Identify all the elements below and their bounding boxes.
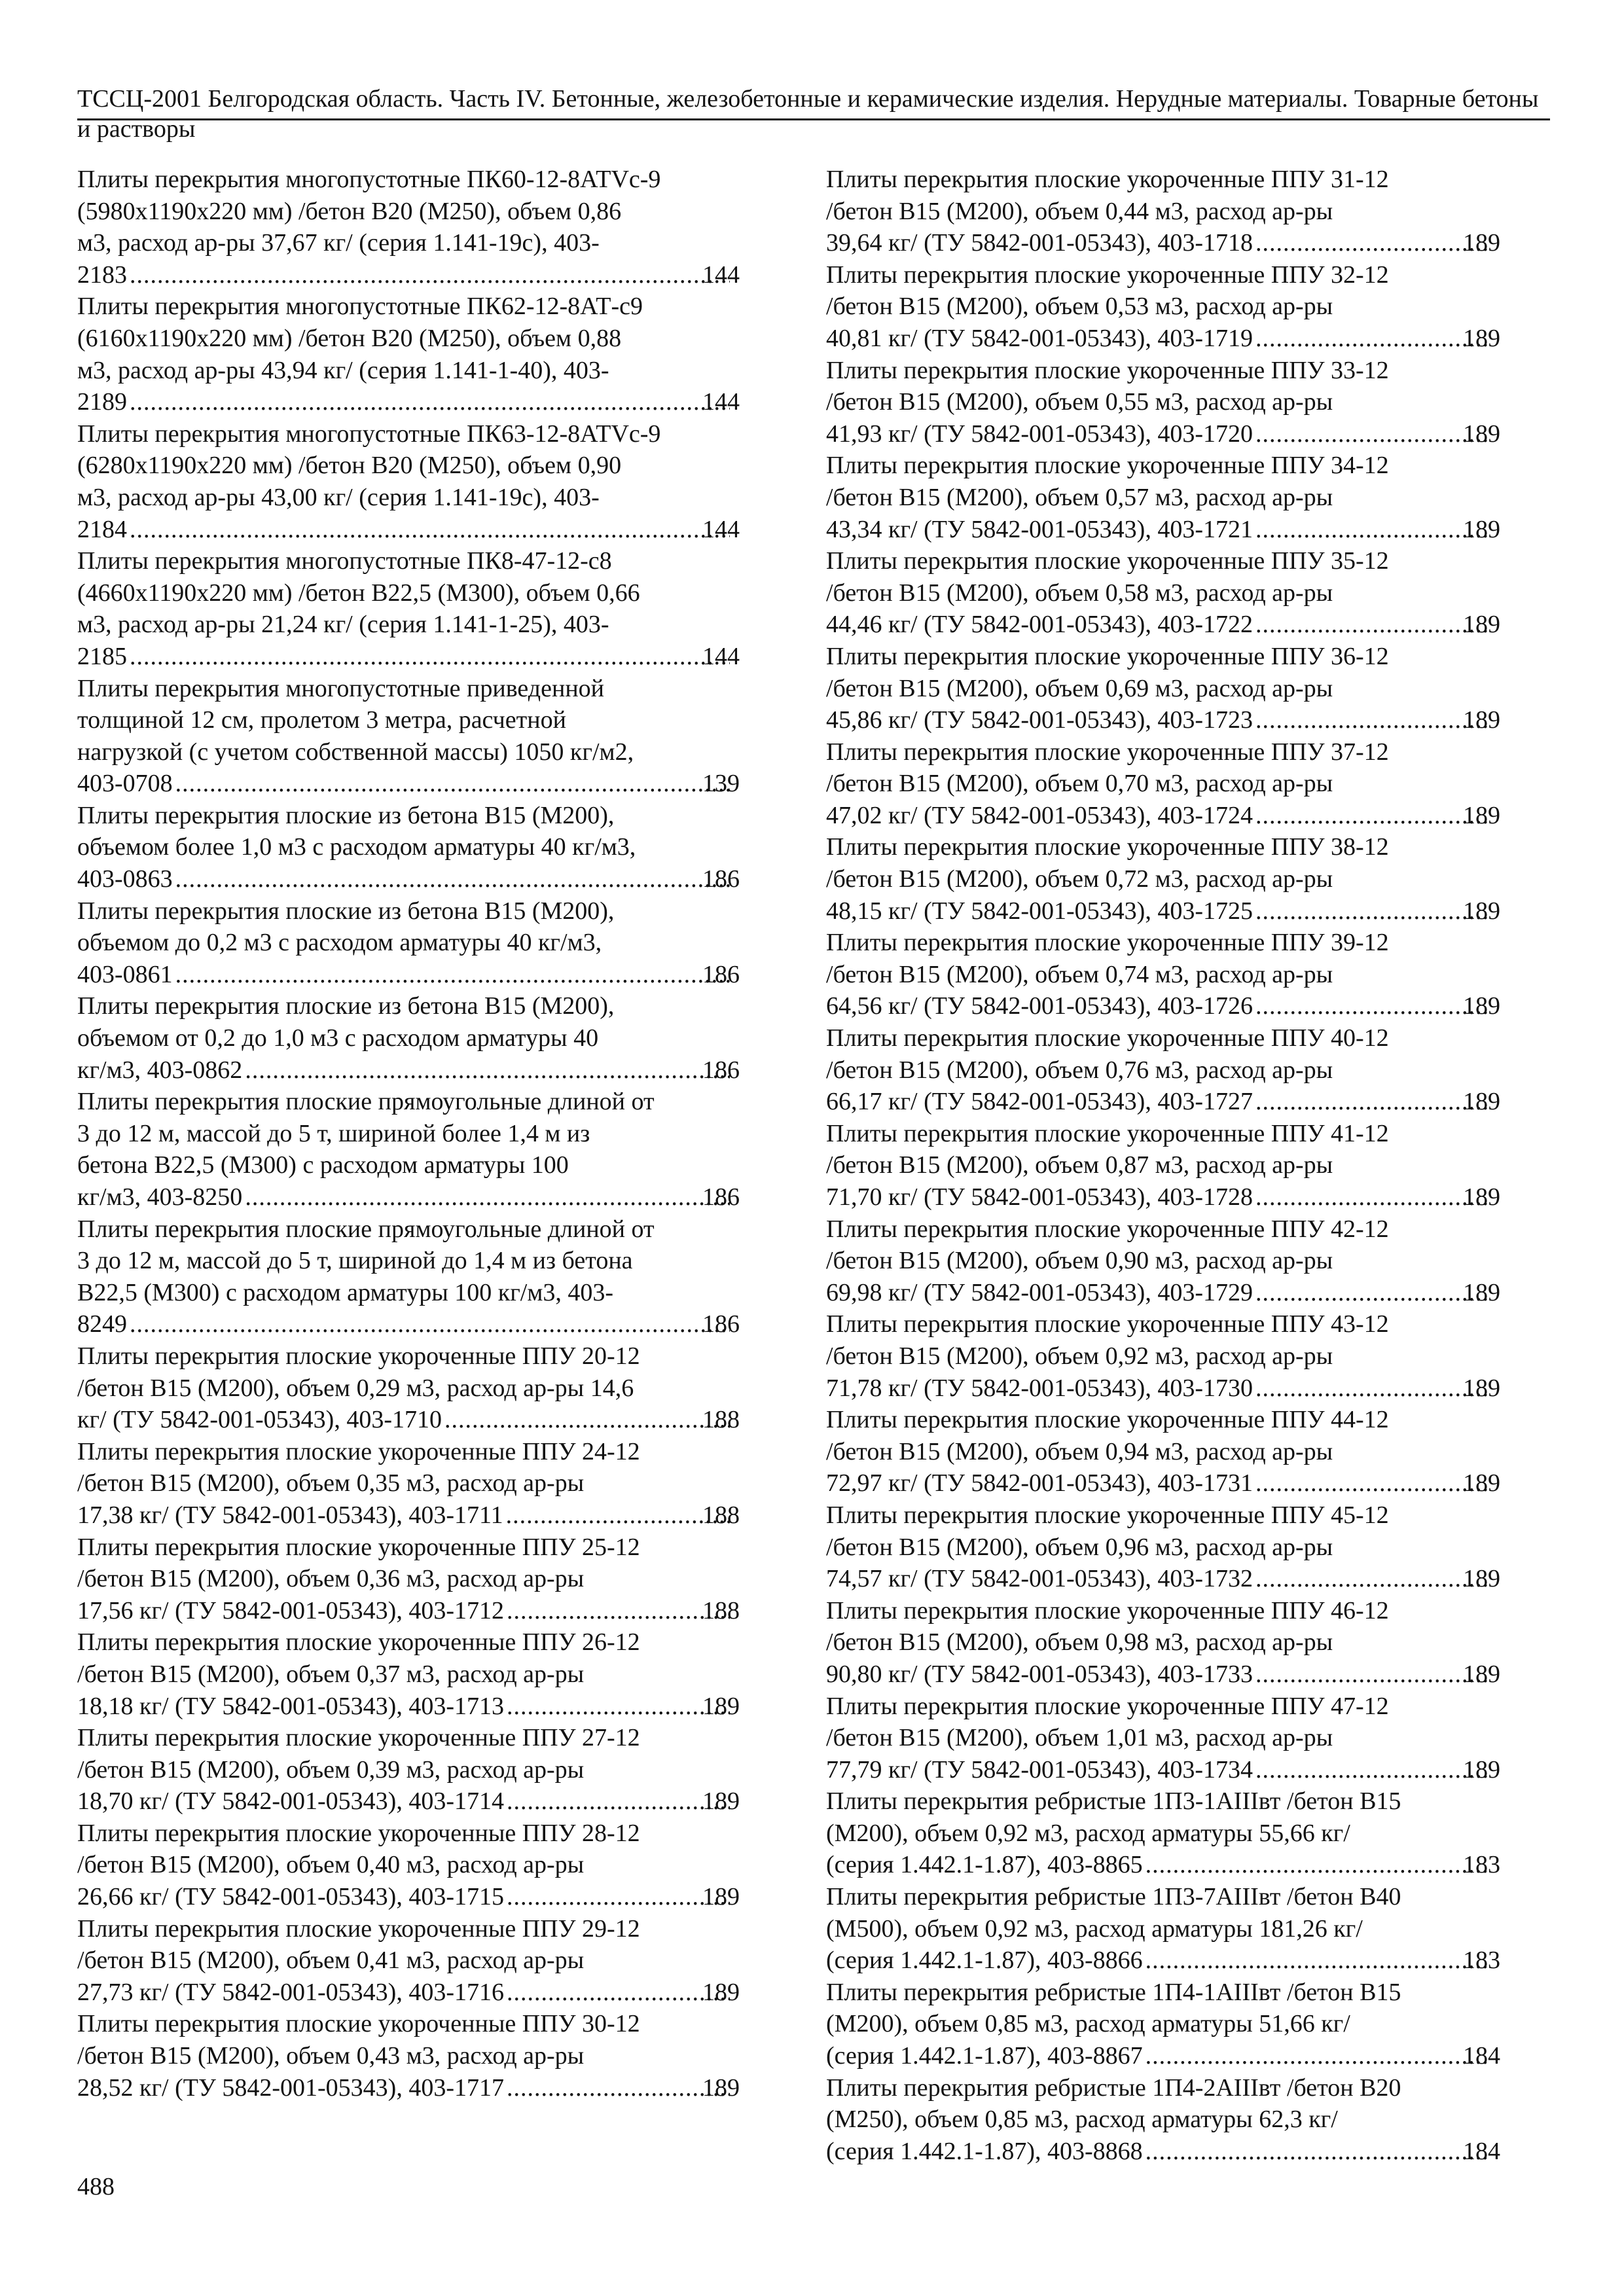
entry-text-line: Плиты перекрытия многопустотные ПК8-47-12-с8	[77, 547, 612, 575]
entry-text-line: Плиты перекрытия плоские укороченные ППУ 36-12	[826, 642, 1389, 670]
entry-page-ref: 189	[1463, 420, 1500, 448]
index-entry	[826, 1785, 1500, 1881]
entry-page-ref: 183	[1463, 1851, 1500, 1879]
entry-page-ref: 189	[1463, 992, 1500, 1020]
entry-last-line	[826, 1563, 1500, 1595]
entry-text-line: /бетон В15 (М200), объем 0,87 м3, расход ар-ры	[826, 1151, 1333, 1179]
index-entry	[826, 1499, 1500, 1595]
entry-code: 403-0861	[77, 960, 173, 988]
entry-code: 17,56 кг/ (ТУ 5842-001-05343), 403-1712	[77, 1596, 504, 1624]
index-entry	[77, 1532, 740, 1627]
entry-text-line: (6280х1190х220 мм) /бетон В20 (М250), объем 0,90	[77, 452, 622, 480]
entry-last-line	[77, 1054, 740, 1086]
entry-text-line: /бетон В15 (М200), объем 1,01 м3, расход ар-ры	[826, 1724, 1333, 1752]
entry-page-ref: 144	[702, 388, 740, 416]
index-entry	[826, 259, 1500, 355]
entry-last-line	[826, 1277, 1500, 1309]
entry-text-line: бетона В22,5 (М300) с расходом арматуры 100	[77, 1151, 569, 1179]
entry-page-ref: 189	[702, 1978, 740, 2006]
entry-last-line	[77, 386, 740, 418]
entry-text-line: /бетон В15 (М200), объем 0,92 м3, расход ар-ры	[826, 1342, 1333, 1370]
entry-code: 2189	[77, 388, 127, 416]
entry-text-line: /бетон В15 (М200), объем 0,94 м3, расход ар-ры	[826, 1437, 1333, 1465]
entry-text-line: Плиты перекрытия плоские укороченные ППУ 34-12	[826, 452, 1389, 480]
entry-page-ref: 186	[702, 1310, 740, 1338]
entry-code: 64,56 кг/ (ТУ 5842-001-05343), 403-1726	[826, 992, 1253, 1020]
entry-text-line: /бетон В15 (М200), объем 0,98 м3, расход ар-ры	[826, 1628, 1333, 1657]
entry-text-line: /бетон В15 (М200), объем 0,76 м3, расход ар-ры	[826, 1056, 1333, 1084]
dot-leader	[1255, 609, 1490, 641]
entry-last-line	[77, 641, 740, 673]
entry-text-line: /бетон В15 (М200), объем 0,44 м3, расход ар-ры	[826, 197, 1333, 225]
entry-page-ref: 189	[1463, 1469, 1500, 1498]
index-entry	[826, 545, 1500, 641]
entry-page-ref: 188	[702, 1501, 740, 1529]
dot-leader	[130, 514, 730, 546]
entry-page-ref: 189	[1463, 1374, 1500, 1402]
index-entry	[77, 2008, 740, 2104]
page-number: 488	[77, 2173, 115, 2200]
entry-last-line	[77, 1404, 740, 1436]
entry-last-line	[77, 1881, 740, 1913]
index-entry	[77, 418, 740, 545]
entry-code: 8249	[77, 1310, 127, 1338]
index-entry	[826, 2072, 1500, 2168]
entry-page-ref: 189	[1463, 229, 1500, 257]
entry-text-line: /бетон В15 (М200), объем 0,74 м3, расход ар-ры	[826, 960, 1333, 988]
entry-page-ref: 189	[1463, 1565, 1500, 1593]
entry-code: 40,81 кг/ (ТУ 5842-001-05343), 403-1719	[826, 324, 1253, 352]
index-entry	[826, 450, 1500, 545]
entry-last-line	[77, 1977, 740, 2009]
index-column-right	[826, 164, 1500, 2167]
entry-last-line	[826, 1181, 1500, 1213]
entry-page-ref: 184	[1463, 2137, 1500, 2165]
dot-leader	[1255, 1467, 1490, 1499]
entry-text-line: Плиты перекрытия многопустотные ПК63-12-8АТVс-9	[77, 420, 661, 448]
entry-last-line	[826, 1659, 1500, 1691]
entry-text-line: Плиты перекрытия плоские укороченные ППУ 35-12	[826, 547, 1389, 575]
index-entry	[77, 1626, 740, 1722]
entry-text-line: Плиты перекрытия плоские укороченные ППУ 26-12	[77, 1628, 640, 1657]
dot-leader	[1146, 2040, 1490, 2072]
entry-text-line: Плиты перекрытия ребристые 1П3-7АIIIвт /бетон В40	[826, 1883, 1401, 1911]
dot-leader	[507, 1691, 730, 1723]
entry-text-line: Плиты перекрытия плоские укороченные ППУ 40-12	[826, 1024, 1389, 1052]
entry-text-line: /бетон В15 (М200), объем 0,72 м3, расход ар-ры	[826, 865, 1333, 893]
entry-text-line: Плиты перекрытия плоские укороченные ППУ 37-12	[826, 738, 1389, 766]
entry-text-line: Плиты перекрытия плоские укороченные ППУ 25-12	[77, 1533, 640, 1561]
entry-code: 72,97 кг/ (ТУ 5842-001-05343), 403-1731	[826, 1469, 1253, 1498]
entry-page-ref: 144	[702, 515, 740, 543]
entry-page-ref: 189	[1463, 1183, 1500, 1211]
entry-page-ref: 189	[1463, 1088, 1500, 1116]
index-entry	[77, 895, 740, 991]
entry-last-line	[77, 1308, 740, 1340]
dot-leader	[1255, 1754, 1490, 1786]
entry-text-line: Плиты перекрытия плоские укороченные ППУ 24-12	[77, 1437, 640, 1465]
entry-page-ref: 189	[702, 1883, 740, 1911]
dot-leader	[1255, 1277, 1490, 1309]
entry-page-ref: 189	[1463, 324, 1500, 352]
entry-page-ref: 188	[702, 1596, 740, 1624]
entry-last-line	[826, 2136, 1500, 2168]
entry-page-ref: 186	[702, 1183, 740, 1211]
index-entry	[826, 1308, 1500, 1404]
entry-text-line: Плиты перекрытия плоские укороченные ППУ 27-12	[77, 1724, 640, 1752]
dot-leader	[506, 1499, 730, 1532]
entry-code: 18,18 кг/ (ТУ 5842-001-05343), 403-1713	[77, 1692, 504, 1720]
entry-text-line: (М200), объем 0,92 м3, расход арматуры 55,66 кг/	[826, 1819, 1350, 1847]
entry-page-ref: 189	[1463, 611, 1500, 639]
dot-leader	[245, 1054, 730, 1086]
entry-text-line: /бетон В15 (М200), объем 0,29 м3, расход ар-ры 14,6	[77, 1374, 634, 1402]
entry-text-line: Плиты перекрытия плоские прямоугольные длиной от	[77, 1088, 655, 1116]
entry-code: 2185	[77, 642, 127, 670]
entry-code: 71,70 кг/ (ТУ 5842-001-05343), 403-1728	[826, 1183, 1253, 1211]
entry-page-ref: 189	[1463, 1660, 1500, 1688]
entry-last-line	[826, 2040, 1500, 2072]
entry-code: 44,46 кг/ (ТУ 5842-001-05343), 403-1722	[826, 611, 1253, 639]
dot-leader	[245, 1181, 730, 1213]
entry-code: 48,15 кг/ (ТУ 5842-001-05343), 403-1725	[826, 897, 1253, 925]
entry-code: 26,66 кг/ (ТУ 5842-001-05343), 403-1715	[77, 1883, 504, 1911]
entry-code: 47,02 кг/ (ТУ 5842-001-05343), 403-1724	[826, 801, 1253, 829]
page-header	[77, 84, 1550, 144]
entry-text-line: Плиты перекрытия плоские укороченные ППУ 42-12	[826, 1215, 1389, 1243]
entry-text-line: (М500), объем 0,92 м3, расход арматуры 181,26 кг/	[826, 1914, 1363, 1943]
dot-leader	[130, 1308, 730, 1340]
index-entry	[77, 1913, 740, 2009]
entry-text-line: /бетон В15 (М200), объем 0,69 м3, расход ар-ры	[826, 674, 1333, 702]
index-entry	[77, 673, 740, 800]
entry-text-line: м3, расход ар-ры 43,00 кг/ (серия 1.141-19с), 403-	[77, 483, 600, 511]
entry-page-ref: 144	[702, 642, 740, 670]
entry-text-line: /бетон В15 (М200), объем 0,39 м3, расход ар-ры	[77, 1755, 585, 1784]
entry-page-ref: 186	[702, 960, 740, 988]
entry-page-ref: 189	[702, 1787, 740, 1816]
entry-code: 28,52 кг/ (ТУ 5842-001-05343), 403-1717	[77, 2073, 504, 2102]
entry-last-line	[826, 609, 1500, 641]
entry-page-ref: 189	[1463, 515, 1500, 543]
index-entry	[77, 164, 740, 291]
index-column-left	[77, 164, 740, 2104]
entry-text-line: Плиты перекрытия плоские укороченные ППУ 43-12	[826, 1310, 1389, 1338]
entry-page-ref: 139	[702, 770, 740, 798]
index-entry	[77, 1213, 740, 1340]
entry-code: 90,80 кг/ (ТУ 5842-001-05343), 403-1733	[826, 1660, 1253, 1688]
dot-leader	[130, 259, 730, 291]
dot-leader	[175, 959, 730, 991]
dot-leader	[1255, 323, 1490, 355]
entry-last-line	[77, 2072, 740, 2104]
index-entry	[826, 1213, 1500, 1309]
entry-code: 27,73 кг/ (ТУ 5842-001-05343), 403-1716	[77, 1978, 504, 2006]
entry-text-line: /бетон В15 (М200), объем 0,41 м3, расход ар-ры	[77, 1946, 585, 1975]
entry-text-line: объемом до 0,2 м3 с расходом арматуры 40 кг/м3,	[77, 929, 602, 957]
entry-text-line: /бетон В15 (М200), объем 0,58 м3, расход ар-ры	[826, 579, 1333, 607]
entry-text-line: нагрузкой (с учетом собственной массы) 1050 кг/м2,	[77, 738, 634, 766]
index-entry	[826, 831, 1500, 927]
entry-text-line: Плиты перекрытия плоские из бетона В15 (М200),	[77, 992, 615, 1020]
index-entry	[826, 164, 1500, 259]
entry-code: 45,86 кг/ (ТУ 5842-001-05343), 403-1723	[826, 706, 1253, 734]
index-entry	[826, 736, 1500, 832]
entry-code: 2183	[77, 260, 127, 289]
entry-text-line: /бетон В15 (М200), объем 0,53 м3, расход ар-ры	[826, 293, 1333, 321]
entry-page-ref: 189	[1463, 706, 1500, 734]
entry-text-line: м3, расход ар-ры 43,94 кг/ (серия 1.141-1-40), 403-	[77, 356, 609, 384]
index-entry	[826, 641, 1500, 736]
entry-last-line	[77, 863, 740, 895]
entry-last-line	[77, 1785, 740, 1818]
dot-leader	[1255, 418, 1490, 450]
entry-page-ref: 144	[702, 260, 740, 289]
entry-text-line: Плиты перекрытия плоские укороченные ППУ 32-12	[826, 260, 1389, 289]
entry-text-line: Плиты перекрытия плоские прямоугольные длиной от	[77, 1215, 655, 1243]
entry-text-line: (М200), объем 0,85 м3, расход арматуры 51,66 кг/	[826, 2010, 1350, 2038]
entry-text-line: /бетон В15 (М200), объем 0,43 м3, расход ар-ры	[77, 2042, 585, 2070]
dot-leader	[1255, 1181, 1490, 1213]
entry-text-line: Плиты перекрытия многопустотные ПК62-12-8АТ-с9	[77, 293, 643, 321]
entry-code: 39,64 кг/ (ТУ 5842-001-05343), 403-1718	[826, 229, 1253, 257]
entry-text-line: Плиты перекрытия плоские укороченные ППУ 46-12	[826, 1596, 1389, 1624]
entry-page-ref: 188	[702, 1406, 740, 1434]
entry-text-line: Плиты перекрытия плоские укороченные ППУ 30-12	[77, 2010, 640, 2038]
entry-code: 43,34 кг/ (ТУ 5842-001-05343), 403-1721	[826, 515, 1253, 543]
dot-leader	[507, 1977, 730, 2009]
dot-leader	[1255, 895, 1490, 927]
entry-code: 74,57 кг/ (ТУ 5842-001-05343), 403-1732	[826, 1565, 1253, 1593]
header-title: ТССЦ-2001 Белгородская область. Часть IV. Бетонные, железобетонные и керамические изделия. Нерудные материалы. Товарные бетоны и растворы	[77, 85, 1539, 143]
entry-last-line	[77, 959, 740, 991]
dot-leader	[1255, 990, 1490, 1022]
entry-text-line: /бетон В15 (М200), объем 0,96 м3, расход ар-ры	[826, 1533, 1333, 1561]
entry-page-ref: 189	[702, 2073, 740, 2102]
entry-last-line	[826, 227, 1500, 259]
entry-text-line: Плиты перекрытия плоские укороченные ППУ 44-12	[826, 1406, 1389, 1434]
entry-text-line: Плиты перекрытия плоские укороченные ППУ 47-12	[826, 1692, 1389, 1720]
entry-text-line: объемом от 0,2 до 1,0 м3 с расходом арматуры 40	[77, 1024, 599, 1052]
entry-text-line: Плиты перекрытия многопустотные ПК60-12-8АТVс-9	[77, 166, 661, 193]
entry-last-line	[826, 514, 1500, 546]
entry-text-line: (5980х1190х220 мм) /бетон В20 (М250), объем 0,86	[77, 197, 622, 225]
entry-page-ref: 189	[1463, 1755, 1500, 1784]
entry-text-line: м3, расход ар-ры 21,24 кг/ (серия 1.141-1-25), 403-	[77, 611, 609, 639]
entry-last-line	[77, 1499, 740, 1532]
dot-leader	[507, 1785, 730, 1818]
dot-leader	[1146, 1945, 1490, 1977]
entry-text-line: Плиты перекрытия плоские из бетона В15 (М200),	[77, 897, 615, 925]
entry-text-line: (М250), объем 0,85 м3, расход арматуры 62,3 кг/	[826, 2106, 1338, 2134]
dot-leader	[1255, 1659, 1490, 1691]
entry-code: 403-0708	[77, 770, 173, 798]
entry-text-line: 3 до 12 м, массой до 5 т, шириной более 1,4 м из	[77, 1119, 590, 1147]
entry-text-line: Плиты перекрытия плоские укороченные ППУ 39-12	[826, 929, 1389, 957]
entry-page-ref: 189	[1463, 1278, 1500, 1306]
entry-page-ref: 189	[702, 1692, 740, 1720]
dot-leader	[507, 2072, 730, 2104]
entry-code: 77,79 кг/ (ТУ 5842-001-05343), 403-1734	[826, 1755, 1253, 1784]
entry-text-line: /бетон В15 (М200), объем 0,70 м3, расход ар-ры	[826, 770, 1333, 798]
entry-code: (серия 1.442.1-1.87), 403-8868	[826, 2137, 1143, 2165]
entry-text-line: /бетон В15 (М200), объем 0,40 м3, расход ар-ры	[77, 1851, 585, 1879]
dot-leader	[130, 386, 730, 418]
entry-code: 71,78 кг/ (ТУ 5842-001-05343), 403-1730	[826, 1374, 1253, 1402]
entry-code: кг/ (ТУ 5842-001-05343), 403-1710	[77, 1406, 442, 1434]
entry-last-line	[826, 895, 1500, 927]
dot-leader	[1255, 227, 1490, 259]
entry-last-line	[826, 1754, 1500, 1786]
index-entry	[77, 1722, 740, 1818]
entry-text-line: объемом более 1,0 м3 с расходом арматуры 40 кг/м3,	[77, 833, 636, 861]
index-entry	[826, 1118, 1500, 1213]
dot-leader	[1146, 1849, 1490, 1881]
entry-page-ref: 186	[702, 1056, 740, 1084]
entry-text-line: Плиты перекрытия плоские укороченные ППУ 45-12	[826, 1501, 1389, 1529]
dot-leader	[507, 1595, 730, 1627]
entry-text-line: Плиты перекрытия плоские укороченные ППУ 33-12	[826, 356, 1389, 384]
index-entry	[826, 1595, 1500, 1691]
entry-text-line: /бетон В15 (М200), объем 0,36 м3, расход ар-ры	[77, 1565, 585, 1593]
dot-leader	[175, 863, 730, 895]
entry-code: 2184	[77, 515, 127, 543]
dot-leader	[1255, 1563, 1490, 1595]
entry-text-line: /бетон В15 (М200), объем 0,55 м3, расход ар-ры	[826, 388, 1333, 416]
index-entry	[826, 1881, 1500, 1977]
index-entry	[77, 1436, 740, 1532]
entry-last-line	[826, 800, 1500, 832]
entry-code: 69,98 кг/ (ТУ 5842-001-05343), 403-1729	[826, 1278, 1253, 1306]
entry-page-ref: 189	[1463, 897, 1500, 925]
dot-leader	[175, 768, 730, 800]
entry-text-line: 3 до 12 м, массой до 5 т, шириной до 1,4 м из бетона	[77, 1247, 633, 1275]
entry-code: (серия 1.442.1-1.87), 403-8867	[826, 2042, 1143, 2070]
entry-text-line: Плиты перекрытия плоские укороченные ППУ 41-12	[826, 1119, 1389, 1147]
entry-last-line	[826, 1849, 1500, 1881]
dot-leader	[1146, 2136, 1490, 2168]
entry-last-line	[826, 704, 1500, 736]
entry-text-line: Плиты перекрытия многопустотные приведенной	[77, 674, 604, 702]
entry-code: 17,38 кг/ (ТУ 5842-001-05343), 403-1711	[77, 1501, 503, 1529]
entry-last-line	[826, 323, 1500, 355]
entry-last-line	[826, 1086, 1500, 1118]
entry-code: (серия 1.442.1-1.87), 403-8865	[826, 1851, 1143, 1879]
index-entry	[77, 1086, 740, 1213]
entry-text-line: /бетон В15 (М200), объем 0,35 м3, расход ар-ры	[77, 1469, 585, 1498]
index-entry	[826, 1977, 1500, 2072]
entry-last-line	[826, 418, 1500, 450]
entry-code: (серия 1.442.1-1.87), 403-8866	[826, 1946, 1143, 1975]
entry-text-line: Плиты перекрытия плоские из бетона В15 (М200),	[77, 801, 615, 829]
entry-text-line: Плиты перекрытия ребристые 1П3-1АIIIвт /бетон В15	[826, 1787, 1401, 1816]
entry-text-line: Плиты перекрытия плоские укороченные ППУ 31-12	[826, 166, 1389, 193]
index-entry	[826, 355, 1500, 450]
index-entry	[77, 1818, 740, 1913]
entry-text-line: м3, расход ар-ры 37,67 кг/ (серия 1.141-19с), 403-	[77, 229, 600, 257]
dot-leader	[444, 1404, 730, 1436]
entry-page-ref: 183	[1463, 1946, 1500, 1975]
index-entry	[77, 1340, 740, 1436]
dot-leader	[130, 641, 730, 673]
entry-last-line	[826, 1372, 1500, 1405]
index-entry	[77, 291, 740, 418]
entry-page-ref: 184	[1463, 2042, 1500, 2070]
entry-last-line	[77, 514, 740, 546]
entry-last-line	[77, 259, 740, 291]
entry-text-line: Плиты перекрытия плоские укороченные ППУ 29-12	[77, 1914, 640, 1943]
entry-text-line: (6160х1190х220 мм) /бетон В20 (М250), объем 0,88	[77, 324, 622, 352]
entry-text-line: Плиты перекрытия плоские укороченные ППУ 28-12	[77, 1819, 640, 1847]
index-entry	[77, 545, 740, 672]
entry-code: 66,17 кг/ (ТУ 5842-001-05343), 403-1727	[826, 1088, 1253, 1116]
entry-text-line: В22,5 (М300) с расходом арматуры 100 кг/м3, 403-	[77, 1278, 614, 1306]
entry-text-line: Плиты перекрытия ребристые 1П4-1АIIIвт /бетон В15	[826, 1978, 1401, 2006]
entry-code: 41,93 кг/ (ТУ 5842-001-05343), 403-1720	[826, 420, 1253, 448]
entry-last-line	[826, 1945, 1500, 1977]
entry-code: кг/м3, 403-8250	[77, 1183, 243, 1211]
entry-text-line: /бетон В15 (М200), объем 0,57 м3, расход ар-ры	[826, 483, 1333, 511]
entry-code: 403-0863	[77, 865, 173, 893]
index-entry	[77, 800, 740, 895]
entry-code: 18,70 кг/ (ТУ 5842-001-05343), 403-1714	[77, 1787, 504, 1816]
entry-last-line	[826, 990, 1500, 1022]
dot-leader	[507, 1881, 730, 1913]
index-entry	[826, 927, 1500, 1022]
dot-leader	[1255, 1372, 1490, 1405]
index-entry	[826, 1404, 1500, 1499]
index-entry	[826, 1691, 1500, 1786]
entry-last-line	[77, 1181, 740, 1213]
entry-text-line: Плиты перекрытия ребристые 1П4-2АIIIвт /бетон В20	[826, 2073, 1401, 2102]
index-entry	[77, 990, 740, 1086]
entry-page-ref: 189	[1463, 801, 1500, 829]
index-entry	[826, 1022, 1500, 1118]
entry-last-line	[826, 1467, 1500, 1499]
entry-last-line	[77, 1595, 740, 1627]
entry-text-line: Плиты перекрытия плоские укороченные ППУ 20-12	[77, 1342, 640, 1370]
dot-leader	[1255, 514, 1490, 546]
entry-last-line	[77, 1691, 740, 1723]
entry-text-line: Плиты перекрытия плоские укороченные ППУ 38-12	[826, 833, 1389, 861]
entry-code: кг/м3, 403-0862	[77, 1056, 243, 1084]
dot-leader	[1255, 1086, 1490, 1118]
dot-leader	[1255, 800, 1490, 832]
dot-leader	[1255, 704, 1490, 736]
entry-last-line	[77, 768, 740, 800]
entry-page-ref: 186	[702, 865, 740, 893]
entry-text-line: (4660х1190х220 мм) /бетон В22,5 (М300), объем 0,66	[77, 579, 640, 607]
entry-text-line: /бетон В15 (М200), объем 0,37 м3, расход ар-ры	[77, 1660, 585, 1688]
entry-text-line: толщиной 12 см, пролетом 3 метра, расчетной	[77, 706, 566, 734]
header-divider	[77, 118, 1550, 120]
entry-text-line: /бетон В15 (М200), объем 0,90 м3, расход ар-ры	[826, 1247, 1333, 1275]
